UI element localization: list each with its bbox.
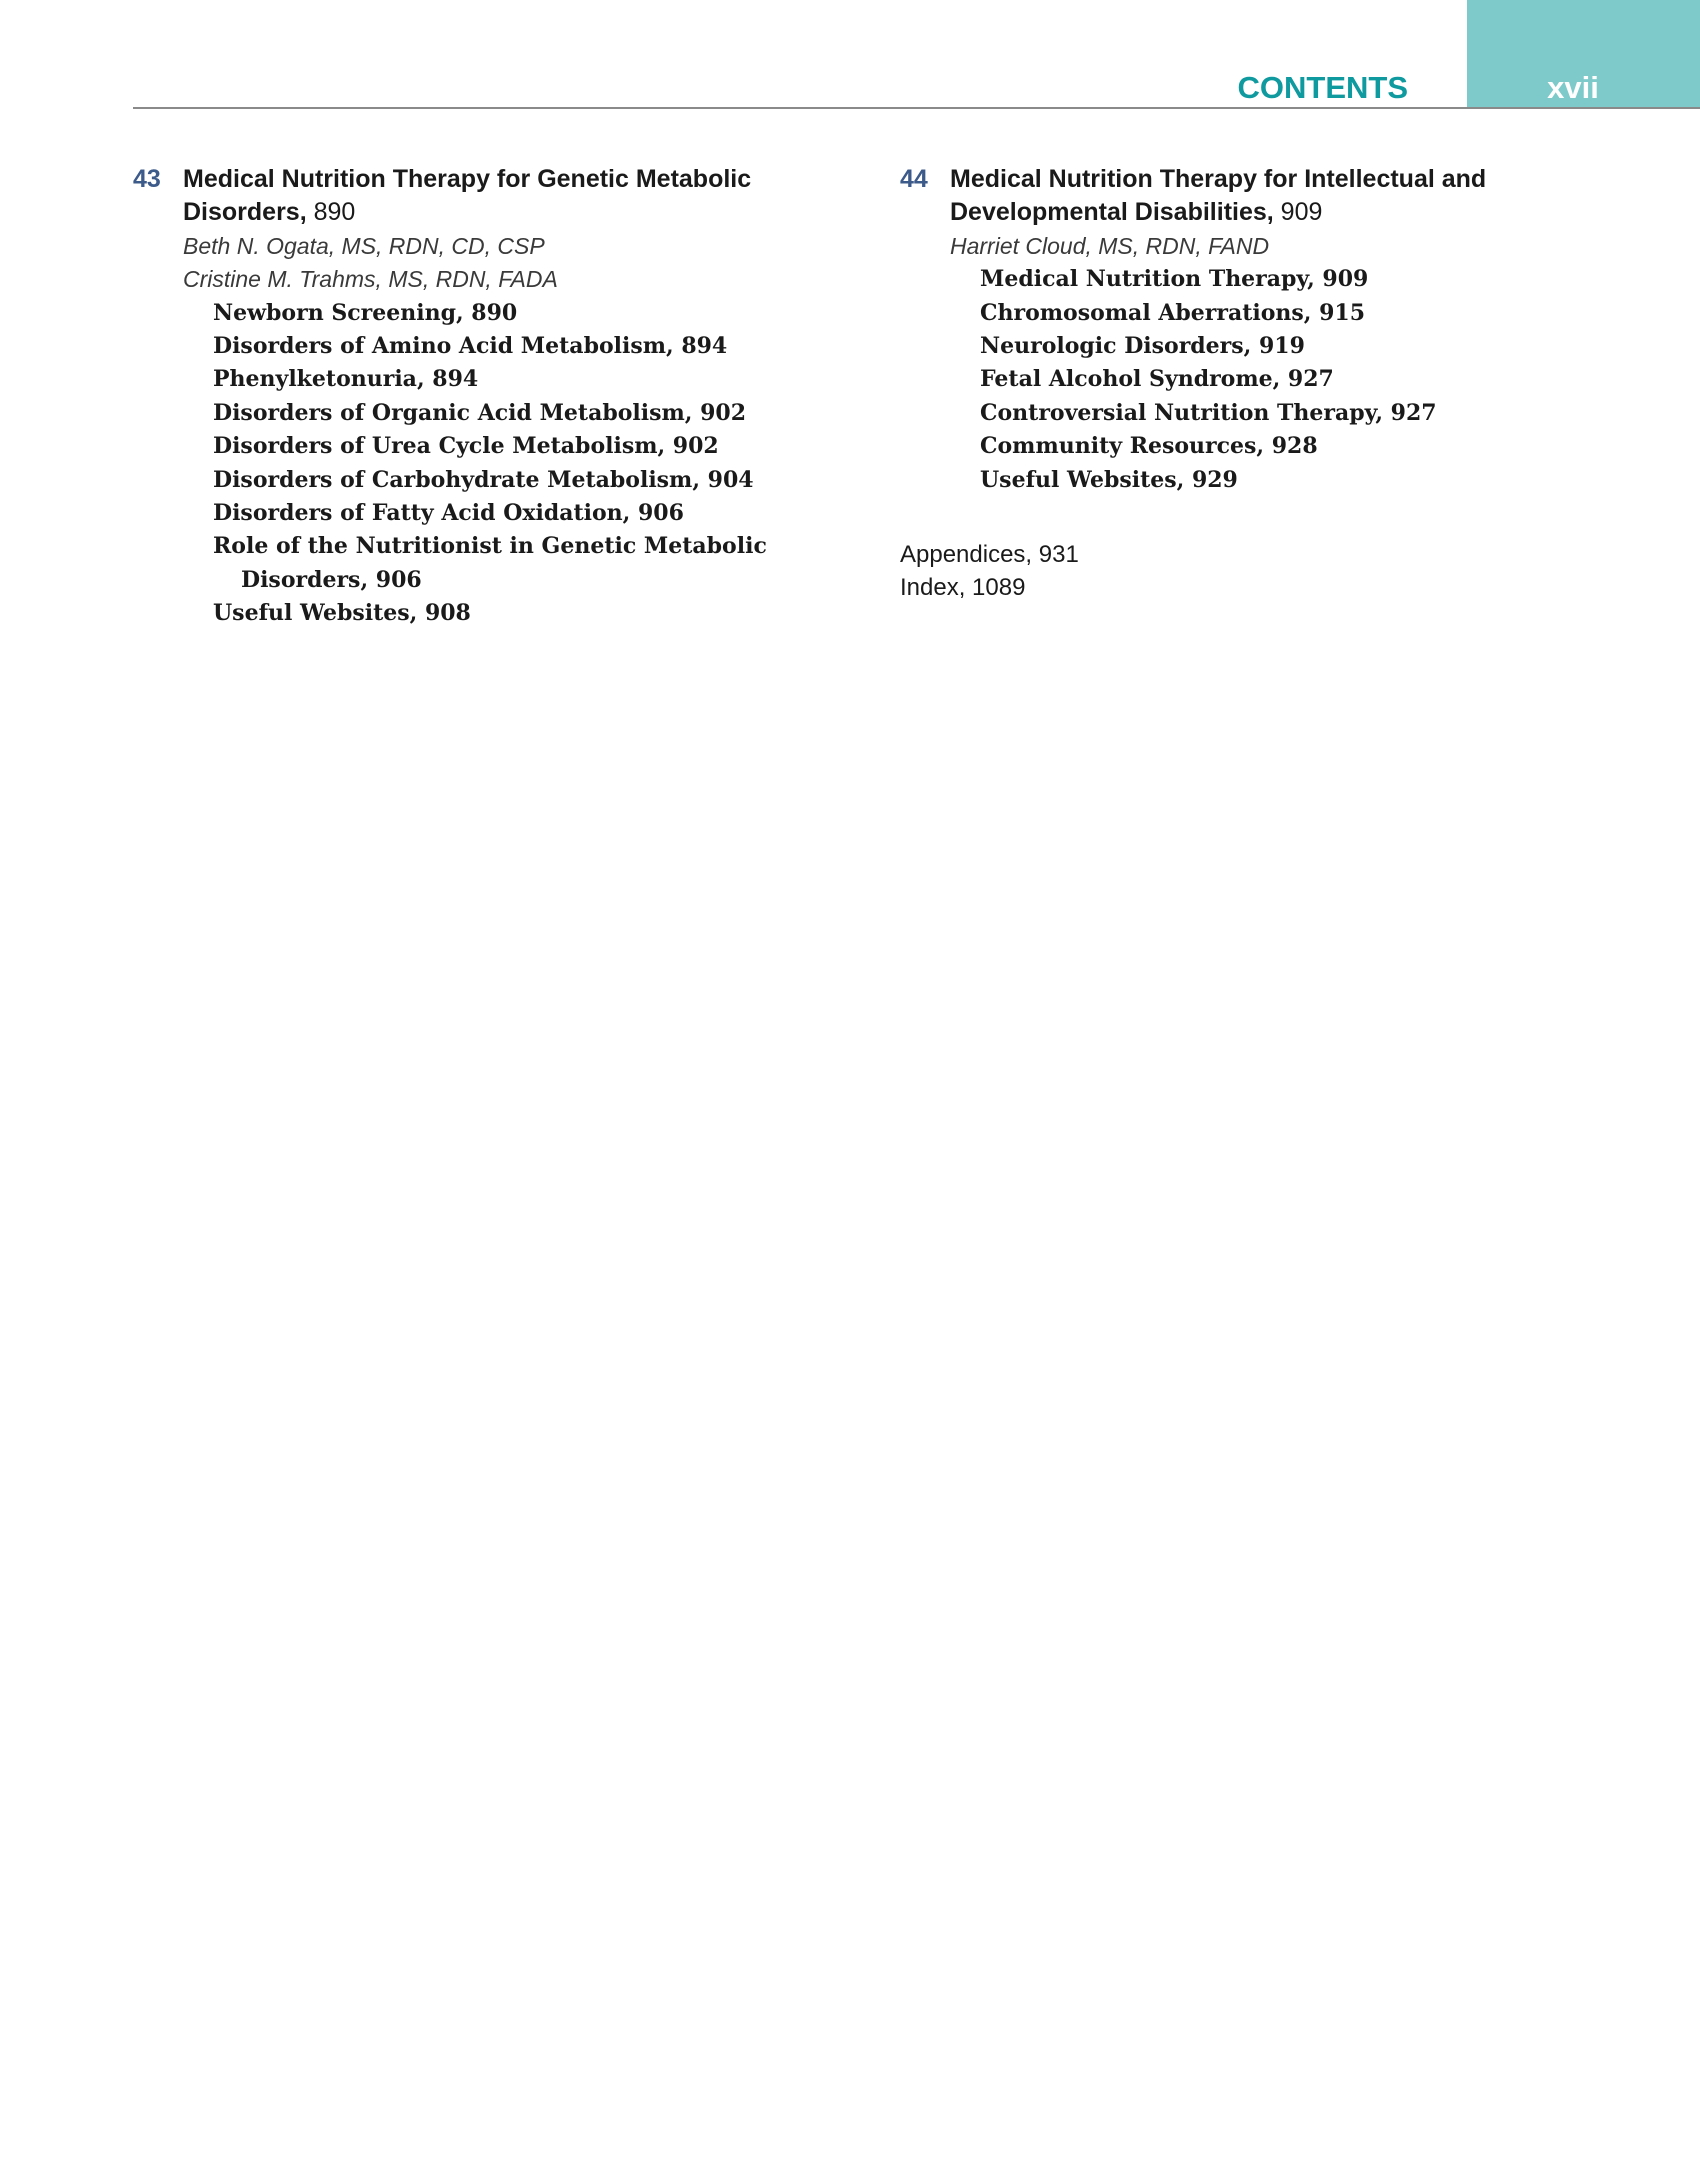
page-number: xvii [1547, 70, 1599, 105]
chapter-body [950, 163, 1490, 263]
chapter-author: Cristine M. Trahms, MS, RDN, FADA [183, 266, 558, 293]
chapter-page: 909 [1280, 198, 1323, 227]
chapter-number: 44 [900, 165, 928, 193]
chapter-title: Medical Nutrition Therapy for Intellectual and Developmental Disabilities, [950, 165, 1487, 227]
chapter-entry-44[interactable] [900, 163, 1550, 263]
chapter-author: Beth N. Ogata, MS, RDN, CD, CSP [183, 232, 545, 259]
section-item-continuation: Disorders, 906 [241, 566, 422, 593]
section-item[interactable]: Disorders of Carbohydrate Metabolism, 904 [213, 466, 754, 493]
section-item[interactable]: Community Resources, 928 [980, 433, 1318, 460]
section-item[interactable]: Fetal Alcohol Syndrome, 927 [980, 366, 1334, 393]
chapter-heading[interactable] [950, 163, 1490, 230]
section-item[interactable]: Medical Nutrition Therapy, 909 [980, 266, 1369, 293]
chapter-number: 43 [133, 165, 161, 193]
chapter-author: Harriet Cloud, MS, RDN, FAND [950, 232, 1270, 259]
section-item[interactable]: Controversial Nutrition Therapy, 927 [980, 399, 1437, 426]
chapter-body [183, 163, 833, 297]
section-item[interactable]: Disorders of Organic Acid Metabolism, 902 [213, 399, 747, 426]
index-entry[interactable]: Index, 1089 [900, 574, 1026, 602]
section-item[interactable]: Neurologic Disorders, 919 [980, 333, 1305, 360]
chapter-entry-43[interactable] [133, 163, 833, 297]
back-matter [900, 538, 1550, 605]
chapter-page: 890 [313, 198, 356, 227]
section-item[interactable]: Disorders of Fatty Acid Oxidation, 906 [213, 500, 684, 527]
section-item[interactable]: Newborn Screening, 890 [213, 299, 518, 326]
header-rule [133, 107, 1700, 109]
section-item[interactable]: Useful Websites, 929 [980, 466, 1238, 493]
section-list [183, 297, 833, 631]
chapter-title: Medical Nutrition Therapy for Genetic Metabolic Disorders, [183, 165, 752, 227]
chapter-heading[interactable] [183, 163, 833, 230]
section-item[interactable]: Chromosomal Aberrations, 915 [980, 299, 1366, 326]
section-item[interactable] [183, 530, 833, 597]
running-head: CONTENTS [1237, 70, 1408, 105]
section-item[interactable]: Disorders of Amino Acid Metabolism, 894 [213, 333, 728, 360]
section-item[interactable]: Phenylketonuria, 894 [213, 366, 479, 393]
section-item[interactable]: Disorders of Urea Cycle Metabolism, 902 [213, 433, 719, 460]
section-item[interactable]: Useful Websites, 908 [213, 600, 471, 627]
section-item-line: Role of the Nutritionist in Genetic Metabolic [213, 533, 767, 560]
appendices-entry[interactable]: Appendices, 931 [900, 541, 1079, 569]
toc-column-left [133, 163, 833, 631]
toc-column-right [900, 163, 1550, 605]
section-list [950, 263, 1550, 497]
